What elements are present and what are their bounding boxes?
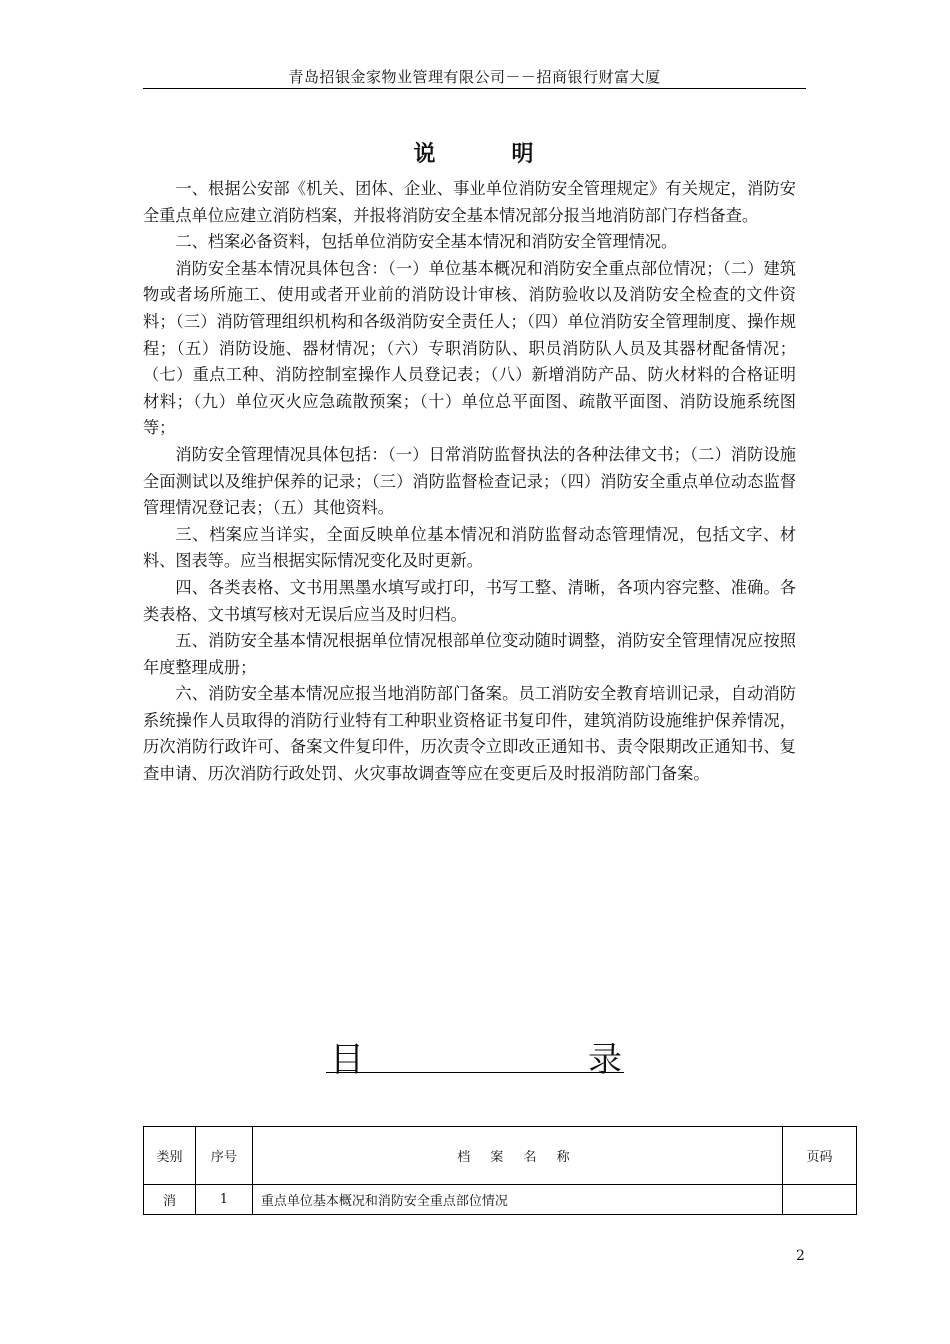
toc-title xyxy=(326,1032,624,1080)
section-title xyxy=(143,137,806,168)
header-name: 档 案 名 称 xyxy=(252,1127,782,1185)
instructions-body xyxy=(143,176,796,788)
paragraph: 消防安全管理情况具体包括：（一）日常消防监督执法的各种法律文书；（二）消防设施全面测试以及维护保养的记录；（三）消防监督检查记录；（四）消防安全重点单位动态监督管理情况登记表；（五）其他资料。 xyxy=(143,444,796,518)
paragraph: 一、根据公安部《机关、团体、企业、事业单位消防安全管理规定》有关规定，消防安全重点单位应建立消防档案，并报将消防安全基本情况部分报当地消防部门存档备查。 xyxy=(143,179,796,225)
page-number: 2 xyxy=(796,1248,805,1264)
cell-name: 重点单位基本概况和消防安全重点部位情况 xyxy=(252,1185,782,1215)
header-page: 页码 xyxy=(783,1127,857,1185)
toc-char-1: 目 xyxy=(330,1040,364,1080)
title-char-2: 明 xyxy=(511,141,536,167)
header-rule xyxy=(143,88,806,89)
table-row xyxy=(144,1185,857,1215)
paragraph: 二、档案必备资料，包括单位消防安全基本情况和消防安全管理情况。 xyxy=(175,232,678,252)
title-char-1: 说 xyxy=(413,141,438,167)
cell-seq: 1 xyxy=(195,1185,252,1215)
paragraph: 消防安全基本情况具体包含：（一）单位基本概况和消防安全重点部位情况；（二）建筑物或者场所施工、使用或者开业前的消防设计审核、消防验收以及消防安全检查的文件资料；（三）消防管理组织机构和各级消防安全责任人；（四）单位消防安全管理制度、操作规程；（五）消防设施、器材情况；（六）专职消防队、职员消防队人员及其器材配备情况；（七）重点工种、消防控制室操作人员登记表；（八）新增消防产品、防火材料的合格证明材料；（九）单位灭火应急疏散预案；（十）单位总平面图、疏散平面图、消防设施系统图等； xyxy=(143,258,796,438)
paragraph: 四、各类表格、文书用黑墨水填写或打印，书写工整、清晰，各项内容完整、准确。各类表格、文书填写核对无误后应当及时归档。 xyxy=(143,577,796,624)
paragraph: 三、档案应当详实，全面反映单位基本情况和消防监督动态管理情况，包括文字、材料、图表等。应当根据实际情况变化及时更新。 xyxy=(143,524,796,571)
paragraph: 五、消防安全基本情况根据单位情况根部单位变动随时调整，消防安全管理情况应按照年度整理成册； xyxy=(143,631,796,677)
toc-table xyxy=(143,1126,857,1215)
table-header-row xyxy=(144,1127,857,1185)
header-category: 类别 xyxy=(144,1127,196,1185)
cell-category: 消 xyxy=(144,1185,196,1215)
cell-page xyxy=(783,1185,857,1215)
header-seq: 序号 xyxy=(195,1127,252,1185)
paragraph: 六、消防安全基本情况应报当地消防部门备案。员工消防安全教育培训记录，自动消防系统操作人员取得的消防行业特有工种职业资格证书复印件，建筑消防设施维护保养情况，历次消防行政许可、备案文件复印件，历次责令立即改正通知书、责令限期改正通知书、复查申请、历次消防行政处罚、火灾事故调查等应在变更后及时报消防部门备案。 xyxy=(143,684,796,784)
page-header: 青岛招银金家物业管理有限公司－－招商银行财富大厦 xyxy=(288,68,661,86)
toc-char-2: 录 xyxy=(588,1040,622,1080)
